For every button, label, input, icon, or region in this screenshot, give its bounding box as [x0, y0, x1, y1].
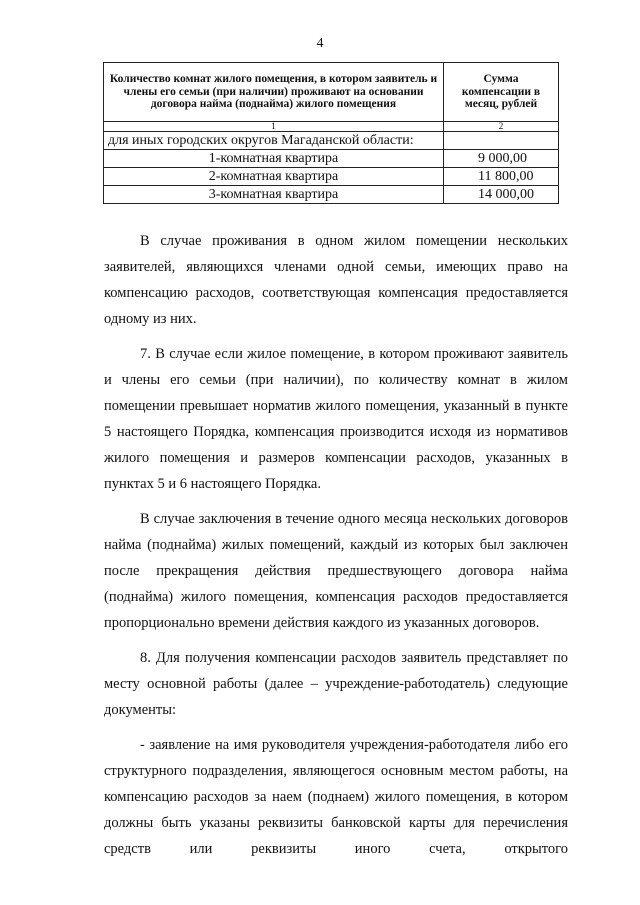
region-label: для иных городских округов Магаданской области:	[104, 132, 444, 150]
header-amount: Сумма компенсации в месяц, рублей	[444, 63, 559, 122]
column-index-1: 1	[104, 122, 444, 132]
paragraph: 8. Для получения компенсации расходов заявитель представляет по месту основной работы (далее – учреждение-работодатель) следующие документы:	[104, 650, 568, 718]
page-number: 4	[316, 36, 324, 51]
region-row	[104, 132, 559, 150]
header-rooms: Количество комнат жилого помещения, в котором заявитель и члены его семьи (при наличии) проживают на основании договора найма (поднайма) жилого помещения	[104, 63, 444, 122]
compensation-table	[103, 62, 559, 204]
amount-cell: 14 000,00	[444, 186, 559, 204]
amount-cell: 9 000,00	[444, 150, 559, 168]
amount-cell: 11 800,00	[444, 168, 559, 186]
paragraph: В случае заключения в течение одного месяца нескольких договоров найма (поднайма) жилых помещений, каждый из которых был заключен после прекращения действия предшествующего договора найма (поднайма) жилого помещения, компенсация расходов предоставляется пропорционально времени действия каждого из указанных договоров.	[104, 511, 568, 631]
table-row	[104, 168, 559, 186]
paragraph: - заявление на имя руководителя учреждения-работодателя либо его структурного подразделения, являющегося основным местом работы, на компенсацию расходов за наем (поднаем) жилого помещения, в котором должны быть указаны реквизиты банковской карты для перечисления средств или реквизиты иного счета, открытого	[104, 737, 568, 857]
table-header-row	[104, 63, 559, 122]
table-row	[104, 186, 559, 204]
region-amount-empty	[444, 132, 559, 150]
column-index-2: 2	[444, 122, 559, 132]
body-text	[104, 228, 568, 871]
column-index-row	[104, 122, 559, 132]
paragraph: В случае проживания в одном жилом помещении нескольких заявителей, являющихся членами одной семьи, имеющих право на компенсацию расходов, соответствующая компенсация предоставляется одному из них.	[104, 233, 568, 327]
rooms-cell: 3-комнатная квартира	[104, 186, 444, 204]
table-row	[104, 150, 559, 168]
paragraph: 7. В случае если жилое помещение, в котором проживают заявитель и члены его семьи (при наличии), по количеству комнат в жилом помещении превышает норматив жилого помещения, указанный в пункте 5 настоящего Порядка, компенсация производится исходя из нормативов жилого помещения и размеров компенсации расходов, указанных в пунктах 5 и 6 настоящего Порядка.	[104, 346, 568, 492]
rooms-cell: 2-комнатная квартира	[104, 168, 444, 186]
rooms-cell: 1-комнатная квартира	[104, 150, 444, 168]
